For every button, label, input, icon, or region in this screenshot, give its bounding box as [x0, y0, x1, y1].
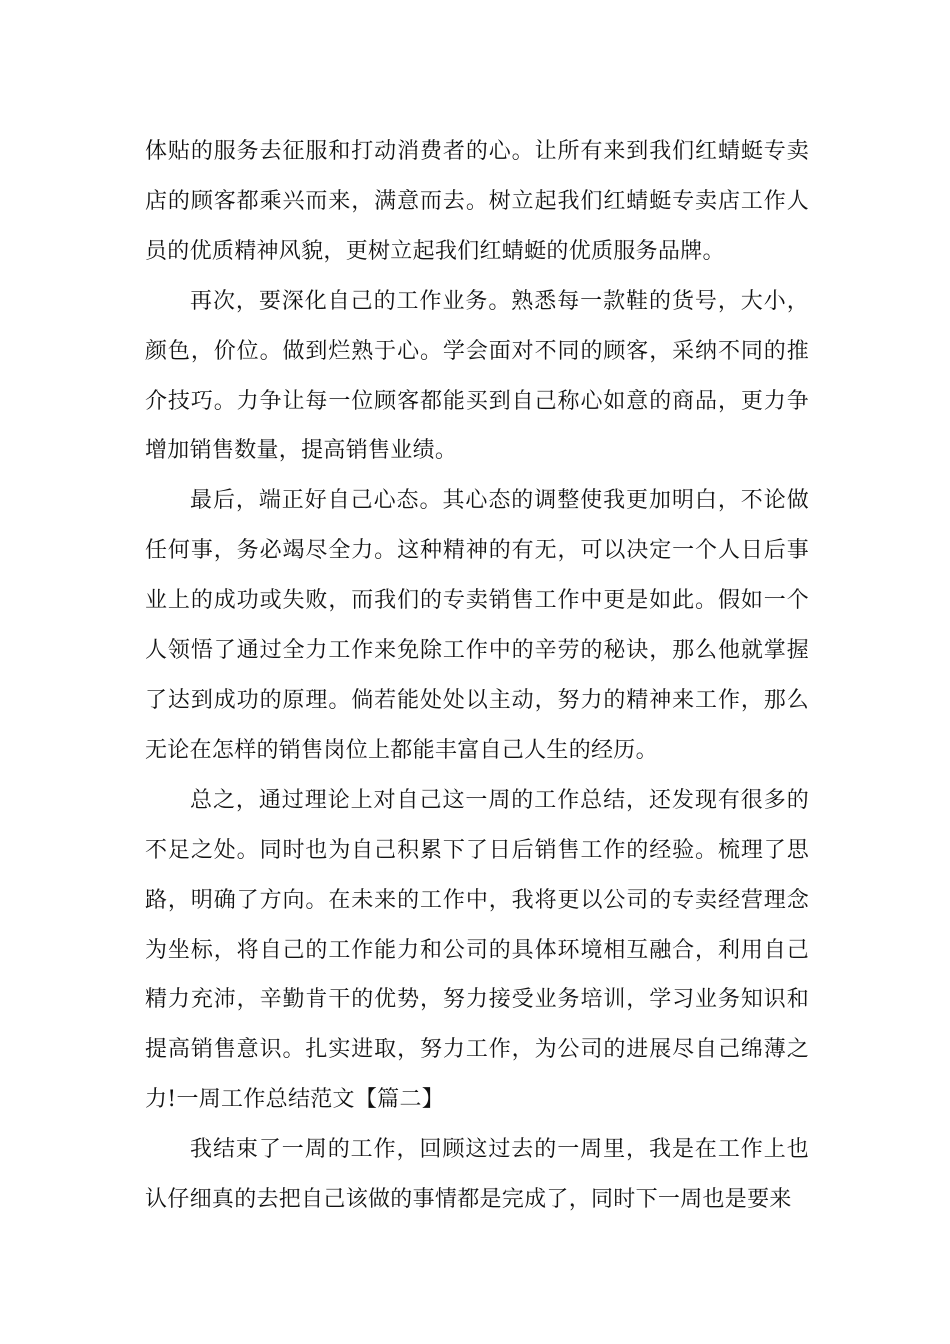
paragraph-summary: 总之，通过理论上对自己这一周的工作总结，还发现有很多的不足之处。同时也为自己积累下了日后销售工作的经验。梳理了思路，明确了方向。在未来的工作中，我将更以公司的专卖经营理念为坐标，将自己的工作能力和公司的具体环境相互融合，利用自己精力充沛，辛勤肯干的优势，努力接受业务培训，学习业务知识和提高销售意识。扎实进取，努力工作，为公司的进展尽自己绵薄之力!一周工作总结范文【篇二】: [145, 787, 809, 1113]
paragraph-part-two: 我结束了一周的工作，回顾这过去的一周里，我是在工作上也认仔细真的去把自己该做的事情都是完成了，同时下一周也是要来: [145, 1137, 809, 1213]
paragraph-work-business: 再次，要深化自己的工作业务。熟悉每一款鞋的货号，大小，颜色，价位。做到烂熟于心。学会面对不同的顾客，采纳不同的推介技巧。力争让每一位顾客都能买到自己称心如意的商品，更力争增加销售数量，提高销售业绩。: [145, 288, 809, 464]
document-body: [145, 127, 809, 1225]
paragraph-attitude: 最后，端正好自己心态。其心态的调整使我更加明白，不论做任何事，务必竭尽全力。这种精神的有无，可以决定一个人日后事业上的成功或失败，而我们的专卖销售工作中更是如此。假如一个人领悟了通过全力工作来免除工作中的辛劳的秘诀，那么他就掌握了达到成功的原理。倘若能处处以主动，努力的精神来工作，那么无论在怎样的销售岗位上都能丰富自己人生的经历。: [145, 488, 809, 763]
paragraph-continued: 体贴的服务去征服和打动消费者的心。让所有来到我们红蜻蜓专卖店的顾客都乘兴而来，满意而去。树立起我们红蜻蜓专卖店工作人员的优质精神风貌，更树立起我们红蜻蜓的优质服务品牌。: [145, 139, 809, 264]
